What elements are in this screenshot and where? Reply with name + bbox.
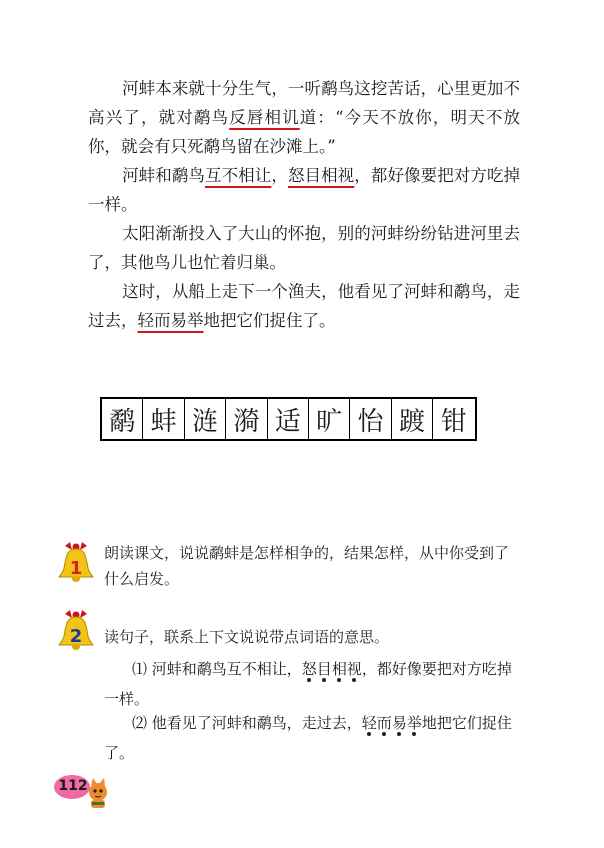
exercise-2-sentence-1: ⑴ 河蚌和鹬鸟互不相让，怒目相视，都好像要把对方吃掉一样。: [104, 660, 512, 708]
character-cell: 钳: [440, 406, 467, 437]
paragraph-4: 这时，从船上走下一个渔夫，他看见了河蚌和鹬鸟，走过去，轻而易举地把它们捉住了。: [88, 282, 520, 330]
dotted-char: 举: [406, 714, 422, 732]
underlined-idiom-numuxiangshi: 怒目相视: [287, 166, 355, 185]
dotted-char: 视: [346, 660, 362, 678]
paragraph-2: 河蚌和鹬鸟互不相让，怒目相视，都好像要把对方吃掉一样。: [88, 166, 521, 214]
character-cell: 涟: [185, 399, 226, 439]
character-cell: 怡: [350, 399, 391, 439]
exercise-1-bell-icon: [56, 536, 96, 584]
exercise-2-number: 2: [69, 626, 83, 647]
underlined-idiom-qingeryiju: 轻而易举: [137, 311, 204, 330]
new-characters-grid: [100, 397, 477, 441]
paragraph-1: 河蚌本来就十分生气，一听鹬鸟这挖苦话，心里更加不高兴了，就对鹬鸟反唇相讥道：“今天不放你，明天不放你，就会有只死鹬鸟留在沙滩上。”: [88, 79, 520, 156]
character-cell: 蚌: [143, 399, 184, 439]
exercise-1-text: 朗读课文，说说鹬蚌是怎样相争的，结果怎样，从中你受到了什么启发。: [104, 544, 510, 588]
dotted-char: 轻: [361, 714, 377, 732]
character-cell: 鹬: [102, 399, 143, 439]
character-cell: 适: [268, 399, 309, 439]
dotted-char: 目: [316, 660, 332, 678]
dotted-char: 怒: [301, 660, 317, 678]
character-cell: 踱: [392, 399, 433, 439]
character-cell: 漪: [226, 399, 267, 439]
underlined-idiom-fanchunxiangji: 反唇相讥: [229, 108, 300, 127]
underlined-idiom-hubuxiangrang: 互不相让: [205, 166, 272, 185]
character-cell: 旷: [309, 399, 350, 439]
dotted-char: 而: [376, 714, 392, 732]
exercise-2-sentence-2: ⑵ 他看见了河蚌和鹬鸟，走过去，轻而易举地把它们捉住了。: [104, 714, 512, 762]
exercise-2-bell-icon: [56, 604, 96, 652]
dotted-char: 易: [391, 714, 407, 732]
dotted-char: 相: [331, 660, 347, 678]
exercise-2-text: 读句子，联系上下文说说带点词语的意思。: [104, 628, 390, 646]
page-number: 112: [58, 778, 88, 794]
paragraph-3: 太阳渐渐投入了大山的怀抱，别的河蚌纷纷钻进河里去了，其他鸟儿也忙着归巢。: [88, 224, 520, 272]
exercise-1-number: 1: [69, 558, 83, 579]
